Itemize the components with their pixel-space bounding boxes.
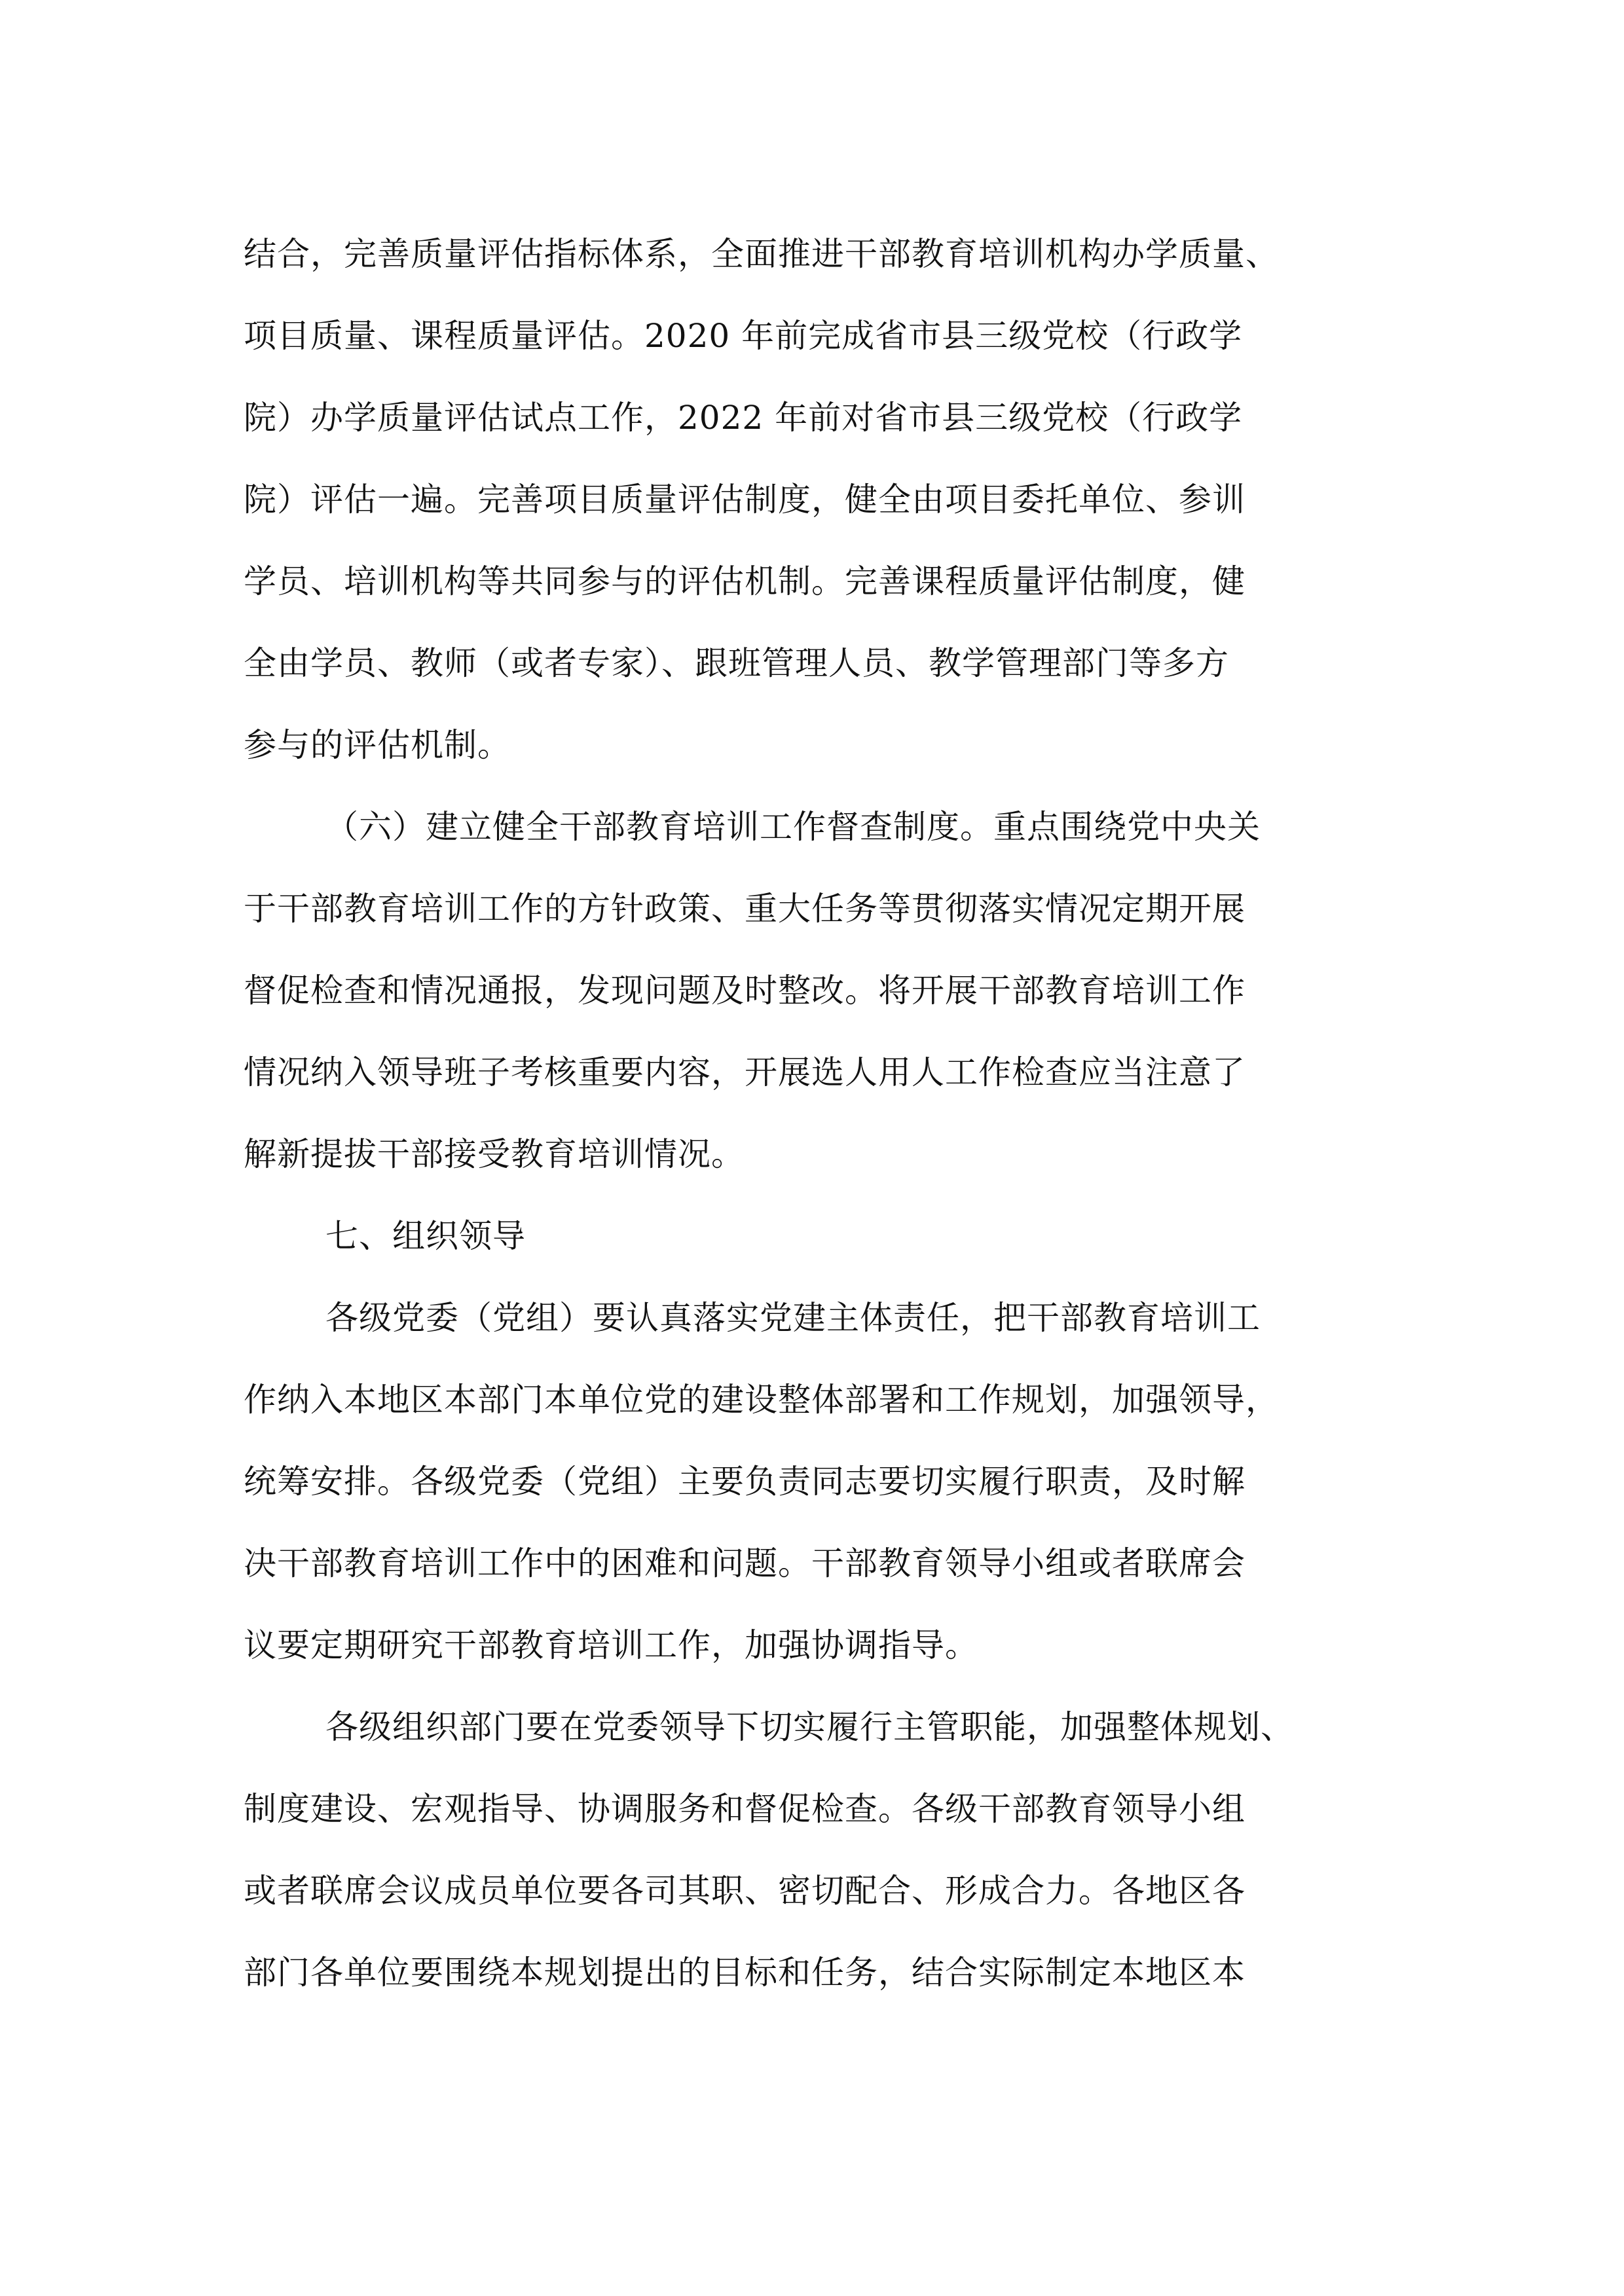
text-line: 学员、培训机构等共同参与的评估机制。完善课程质量评估制度，健 xyxy=(244,562,1246,600)
text-line: 结合，完善质量评估指标体系，全面推进干部教育培训机构办学质量、 xyxy=(244,235,1279,273)
text-line: 参与的评估机制。 xyxy=(244,726,511,764)
paragraph-first-line: 七、组织领导 xyxy=(325,1217,526,1255)
text-line: 院）评估一遍。完善项目质量评估制度，健全由项目委托单位、参训 xyxy=(244,481,1246,519)
paragraph-first-line: 各级党委（党组）要认真落实党建主体责任，把干部教育培训工 xyxy=(325,1299,1261,1337)
text-line: 作纳入本地区本部门本单位党的建设整体部署和工作规划，加强领导， xyxy=(244,1381,1279,1419)
text-line: 统筹安排。各级党委（党组）主要负责同志要切实履行职责，及时解 xyxy=(244,1463,1246,1501)
text-line: 决干部教育培训工作中的困难和问题。干部教育领导小组或者联席会 xyxy=(244,1544,1246,1582)
text-line: 议要定期研究干部教育培训工作，加强协调指导。 xyxy=(244,1626,978,1664)
paragraph-first-line: （六）建立健全干部教育培训工作督查制度。重点围绕党中央关 xyxy=(325,808,1261,846)
text-line: 院）办学质量评估试点工作，2022 年前对省市县三级党校（行政学 xyxy=(244,399,1243,437)
text-line: 情况纳入领导班子考核重要内容，开展选人用人工作检查应当注意了 xyxy=(244,1053,1246,1091)
text-line: 督促检查和情况通报，发现问题及时整改。将开展干部教育培训工作 xyxy=(244,972,1246,1010)
text-line: 或者联席会议成员单位要各司其职、密切配合、形成合力。各地区各 xyxy=(244,1872,1246,1910)
text-line: 解新提拔干部接受教育培训情况。 xyxy=(244,1135,745,1173)
text-line: 全由学员、教师（或者专家）、跟班管理人员、教学管理部门等多方 xyxy=(244,644,1229,682)
text-line: 项目质量、课程质量评估。2020 年前完成省市县三级党校（行政学 xyxy=(244,317,1243,355)
text-line: 制度建设、宏观指导、协调服务和督促检查。各级干部教育领导小组 xyxy=(244,1790,1246,1828)
text-line: 部门各单位要围绕本规划提出的目标和任务，结合实际制定本地区本 xyxy=(244,1954,1246,1992)
document-body xyxy=(244,213,1390,2014)
text-line: 于干部教育培训工作的方针政策、重大任务等贯彻落实情况定期开展 xyxy=(244,890,1246,928)
paragraph-first-line: 各级组织部门要在党委领导下切实履行主管职能，加强整体规划、 xyxy=(325,1708,1294,1746)
